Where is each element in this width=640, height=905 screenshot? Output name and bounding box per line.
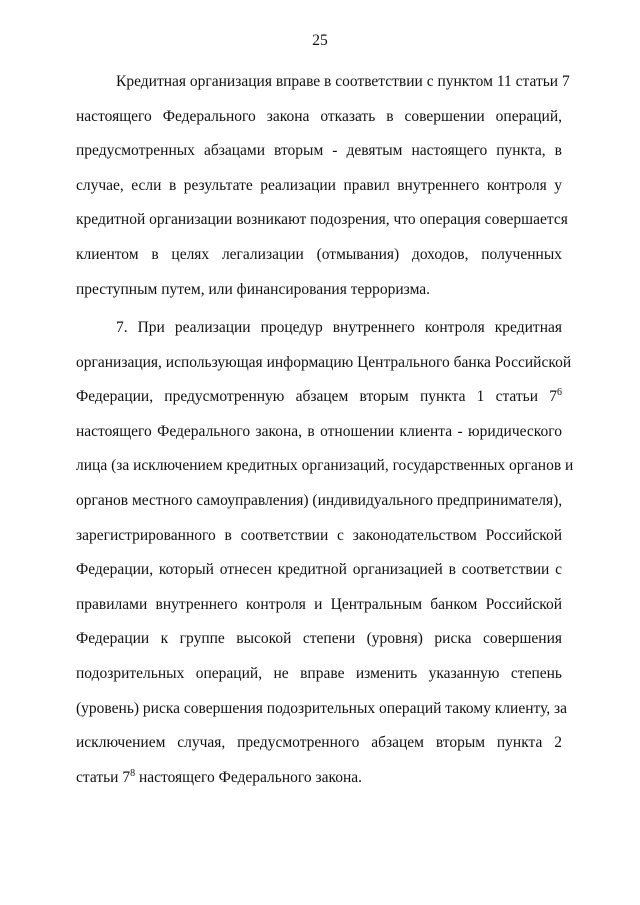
- text-line: Федерации к группе высокой степени (уровня) риска совершения: [76, 630, 562, 648]
- text-line: преступным путем, или финансирования терроризма.: [76, 280, 431, 298]
- text-line: Кредитная организация вправе в соответствии с пунктом 11 статьи 7: [116, 73, 570, 90]
- text-line: (уровень) риска совершения подозрительных операций такому клиенту, за: [76, 699, 568, 717]
- text-line: случае, если в результате реализации правил внутреннего контроля у: [76, 176, 562, 194]
- text-line-with-superscript: [76, 761, 562, 796]
- text-line: органов местного самоуправления) (индивидуального предпринимателя),: [76, 491, 563, 509]
- text-line: Федерации, который отнесен кредитной организацией в соответствии с: [76, 561, 562, 579]
- text-fragment: настоящего Федерального закона.: [135, 768, 363, 786]
- text-line: клиентом в целях легализации (отмывания) доходов, полученных: [76, 245, 562, 263]
- text-fragment: Федерации, предусмотренную абзацем вторым пункта 1 статьи 7: [76, 388, 557, 406]
- paragraph-item-7: [76, 311, 574, 795]
- text-line: кредитной организации возникают подозрения, что операция совершается: [76, 211, 568, 229]
- text-line: подозрительных операций, не вправе изменить указанную степень: [76, 664, 562, 682]
- text-line: предусмотренных абзацами вторым - девятым настоящего пункта, в: [76, 142, 562, 160]
- superscript: 6: [557, 387, 562, 399]
- text-line: 7. При реализации процедур внутреннего контроля кредитная: [116, 319, 562, 336]
- text-fragment: статьи 7: [76, 768, 131, 786]
- text-line: настоящего Федерального закона отказать в совершении операций,: [76, 107, 562, 125]
- text-line: правилами внутреннего контроля и Центральным банком Российской: [76, 595, 562, 613]
- superscript: 8: [130, 767, 136, 779]
- text-line: организация, использующая информацию Центрального банка Российской: [76, 353, 572, 371]
- text-line: лица (за исключением кредитных организаций, государственных органов и: [76, 457, 574, 475]
- paragraph-refusal-right: [76, 65, 570, 307]
- text-line: настоящего Федерального закона, в отношении клиента - юридического: [76, 422, 562, 440]
- page-number: 25: [312, 32, 328, 49]
- text-line-with-superscript: [76, 380, 562, 415]
- text-line: зарегистрированного в соответствии с законодательством Российской: [76, 526, 562, 544]
- text-line: исключением случая, предусмотренного абзацем вторым пункта 2: [76, 734, 562, 752]
